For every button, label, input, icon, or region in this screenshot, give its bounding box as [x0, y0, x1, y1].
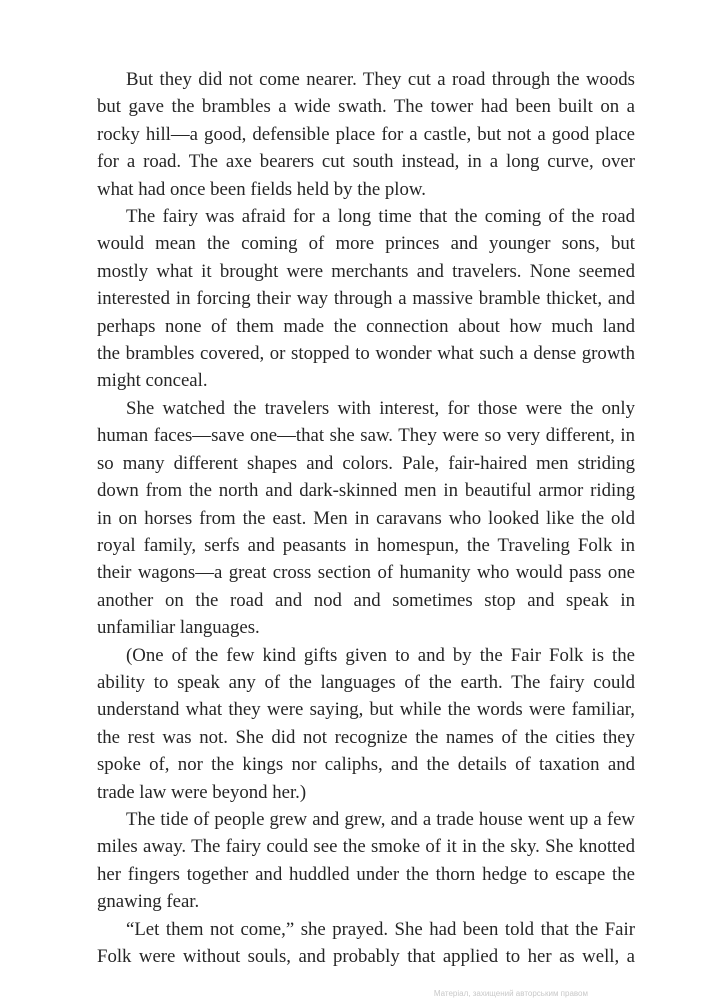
text-line: the brambles covered, or stopped to wonder what such a dense growth — [97, 343, 635, 365]
text-line: what had once been fields held by the plow. — [97, 178, 426, 200]
text-line: interested in forcing their way through a massive bramble thicket, and — [97, 288, 635, 310]
text-line: But they did not come nearer. They cut a road through the woods — [126, 69, 635, 90]
text-line: miles away. The fairy could see the smoke of it in the sky. She knotted — [97, 836, 635, 858]
text-line: “Let them not come,” she prayed. She had been told that the Fair — [126, 918, 635, 940]
text-line: human faces—save one—that she saw. They were so very different, in — [97, 425, 635, 447]
copyright-watermark: Матеріал, захищений авторським правом — [433, 989, 588, 998]
text-line: mostly what it brought were merchants and travelers. None seemed — [97, 260, 635, 282]
text-line: unfamiliar languages. — [97, 617, 260, 639]
body-text — [97, 66, 635, 970]
paragraph — [97, 642, 635, 806]
text-line: spoke of, nor the kings nor caliphs, and the details of taxation and — [97, 754, 635, 776]
paragraph — [97, 395, 635, 642]
text-line: her fingers together and huddled under the thorn hedge to escape the — [97, 863, 635, 885]
text-line: ability to speak any of the languages of the earth. The fairy could — [97, 671, 635, 693]
paragraph — [97, 66, 635, 203]
text-line: (One of the few kind gifts given to and by the Fair Folk is the — [126, 644, 635, 666]
text-line: The tide of people grew and grew, and a trade house went up a few — [126, 808, 635, 830]
text-line: so many different shapes and colors. Pale, fair-haired men striding — [97, 452, 635, 474]
text-line: royal family, serfs and peasants in homespun, the Traveling Folk in — [97, 534, 635, 556]
paragraph — [97, 806, 635, 916]
text-line: rocky hill—a good, defensible place for a castle, but not a good place — [97, 123, 635, 145]
text-line: another on the road and nod and sometimes stop and speak in — [97, 589, 635, 611]
paragraph — [97, 203, 635, 395]
text-line: gnawing fear. — [97, 891, 200, 913]
text-line: She watched the travelers with interest, for those were the only — [126, 397, 635, 419]
text-line: might conceal. — [97, 370, 208, 392]
text-line: understand what they were saying, but while the words were familiar, — [97, 699, 635, 721]
text-line: but gave the brambles a wide swath. The tower had been built on a — [97, 96, 635, 118]
text-line: perhaps none of them made the connection about how much land — [97, 315, 635, 337]
text-line: their wagons—a great cross section of humanity who would pass one — [97, 562, 635, 584]
paragraph — [97, 916, 635, 971]
text-line: the rest was not. She did not recognize the names of the cities they — [97, 726, 635, 748]
text-line: down from the north and dark-skinned men in beautiful armor riding — [97, 480, 635, 502]
text-line: would mean the coming of more princes and younger sons, but — [97, 233, 635, 255]
text-line: trade law were beyond her.) — [97, 781, 307, 803]
text-line: in on horses from the east. Men in caravans who looked like the old — [97, 507, 635, 529]
text-line: for a road. The axe bearers cut south instead, in a long curve, over — [97, 151, 635, 173]
text-line: Folk were without souls, and probably that applied to her as well, a — [97, 946, 635, 967]
text-line: The fairy was afraid for a long time that the coming of the road — [126, 206, 635, 228]
